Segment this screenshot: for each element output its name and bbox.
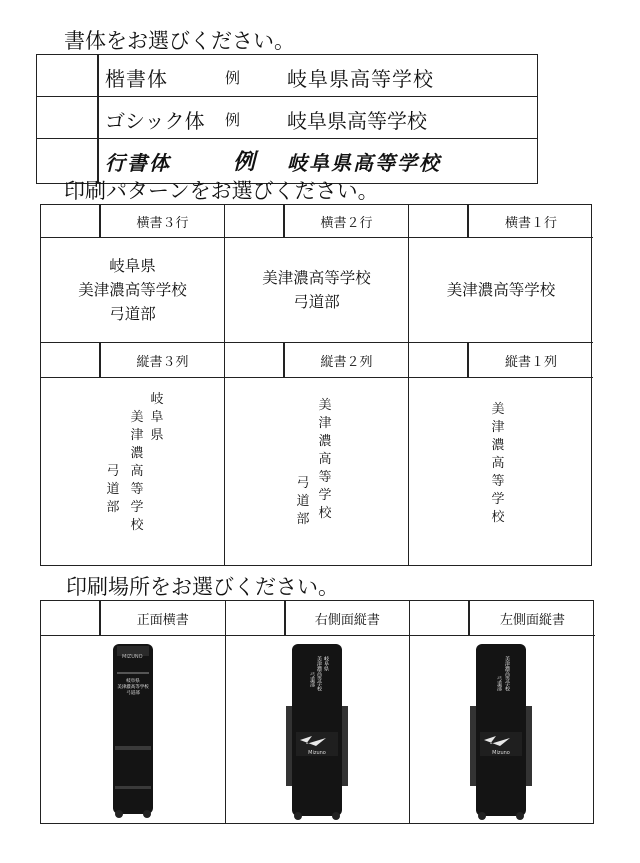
place-table — [40, 600, 594, 824]
font-table — [36, 54, 538, 184]
horizontal-preview-3 — [41, 238, 224, 342]
place-checkbox-right[interactable] — [226, 601, 286, 635]
font-option-kaisho[interactable] — [37, 55, 537, 97]
vertical-preview-1 — [409, 377, 593, 567]
pattern-label: 縦書１列 — [504, 354, 557, 370]
pattern-checkbox-tate3[interactable] — [41, 343, 101, 377]
pattern-option-tate1[interactable] — [409, 342, 593, 378]
pattern-column-1 — [409, 205, 593, 565]
place-option-right[interactable] — [226, 601, 410, 636]
bag-left-image — [410, 636, 595, 823]
pattern-label: 縦書２列 — [320, 354, 373, 370]
example-label: 例 — [225, 111, 241, 129]
svg-text:MIZUNO: MIZUNO — [122, 654, 143, 660]
pattern-checkbox-yoko2[interactable] — [225, 205, 285, 237]
svg-text:Mizuno: Mizuno — [492, 750, 511, 756]
bag-print-column: 美津濃高等学校 — [315, 656, 322, 691]
font-checkbox-gothic[interactable] — [37, 97, 99, 138]
horizontal-preview-2 — [225, 238, 408, 342]
svg-text:Mizuno: Mizuno — [307, 750, 326, 756]
bag-print-line: 岐阜県 — [126, 679, 140, 684]
pattern-option-tate3[interactable] — [41, 342, 224, 378]
preview-column: 岐阜県 — [150, 392, 164, 443]
place-option-left[interactable] — [410, 601, 595, 636]
place-column-front — [41, 601, 226, 823]
bag-print-column: 弓道部 — [308, 672, 315, 687]
bag-left-illustration — [410, 636, 594, 823]
pattern-option-tate2[interactable] — [225, 342, 408, 378]
place-column-left — [410, 601, 595, 823]
font-option-gyosho[interactable] — [37, 139, 537, 183]
pattern-label: 横書３行 — [136, 215, 189, 231]
pattern-checkbox-yoko3[interactable] — [41, 205, 101, 237]
vertical-preview-2 — [225, 377, 408, 567]
vertical-preview-3 — [41, 377, 224, 567]
pattern-section-title: 印刷パターンをお選びください。 — [64, 179, 379, 203]
bag-print-column: 岐阜県 — [322, 656, 329, 671]
horizontal-preview-1 — [409, 238, 593, 342]
font-sample: 岐阜県高等学校 — [287, 151, 441, 175]
font-name: 楷書体 — [105, 67, 168, 91]
font-checkbox-gyosho[interactable] — [37, 139, 99, 183]
preview-line: 弓道部 — [109, 305, 156, 323]
bag-print-line: 美津濃高等学校 — [117, 685, 149, 690]
bag-right-illustration — [226, 636, 410, 823]
preview-line: 弓道部 — [293, 293, 340, 311]
pattern-column-2 — [225, 205, 409, 565]
pattern-checkbox-tate1[interactable] — [409, 343, 469, 377]
preview-line: 美津濃高等学校 — [262, 269, 371, 287]
bag-front-image — [41, 636, 225, 823]
place-label: 正面横書 — [136, 612, 189, 628]
font-name: ゴシック体 — [105, 109, 205, 133]
preview-line: 美津濃高等学校 — [446, 281, 556, 299]
preview-line: 岐阜県 — [109, 257, 156, 275]
place-checkbox-front[interactable] — [41, 601, 101, 635]
font-option-gothic[interactable] — [37, 97, 537, 139]
example-label: 例 — [233, 149, 256, 175]
preview-column: 美津濃高等学校 — [491, 402, 505, 525]
pattern-label: 横書２行 — [320, 215, 373, 231]
font-checkbox-kaisho[interactable] — [37, 55, 99, 96]
pattern-option-yoko3[interactable] — [41, 205, 224, 238]
pattern-checkbox-tate2[interactable] — [225, 343, 285, 377]
pattern-column-3 — [41, 205, 225, 565]
pattern-label: 横書１行 — [504, 215, 557, 231]
preview-column: 美津濃高等学校 — [318, 398, 332, 521]
font-sample: 岐阜県高等学校 — [287, 109, 427, 133]
font-sample: 岐阜県高等学校 — [287, 67, 434, 91]
place-checkbox-left[interactable] — [410, 601, 470, 635]
place-option-front[interactable] — [41, 601, 225, 636]
bag-print-column: 美津濃高等学校 — [504, 656, 511, 691]
pattern-option-yoko2[interactable] — [225, 205, 408, 238]
bag-front-illustration — [41, 636, 225, 823]
font-name: 行書体 — [105, 151, 171, 175]
pattern-checkbox-yoko1[interactable] — [409, 205, 469, 237]
bag-right-image — [226, 636, 410, 823]
pattern-table — [40, 204, 592, 566]
bag-print-line: 弓道部 — [126, 691, 140, 696]
preview-column: 弓道部 — [296, 476, 310, 527]
place-section-title: 印刷場所をお選びください。 — [66, 575, 339, 599]
place-label: 左側面縦書 — [499, 612, 565, 628]
place-column-right — [226, 601, 411, 823]
preview-column: 弓道部 — [106, 464, 120, 515]
example-label: 例 — [225, 69, 241, 87]
bag-print-column: 弓道部 — [496, 676, 503, 691]
pattern-option-yoko1[interactable] — [409, 205, 593, 238]
pattern-label: 縦書３列 — [136, 354, 189, 370]
font-section-title: 書体をお選びください。 — [64, 29, 295, 53]
preview-column: 美津濃高等学校 — [130, 410, 144, 533]
place-label: 右側面縦書 — [314, 612, 380, 628]
preview-line: 美津濃高等学校 — [78, 281, 187, 299]
